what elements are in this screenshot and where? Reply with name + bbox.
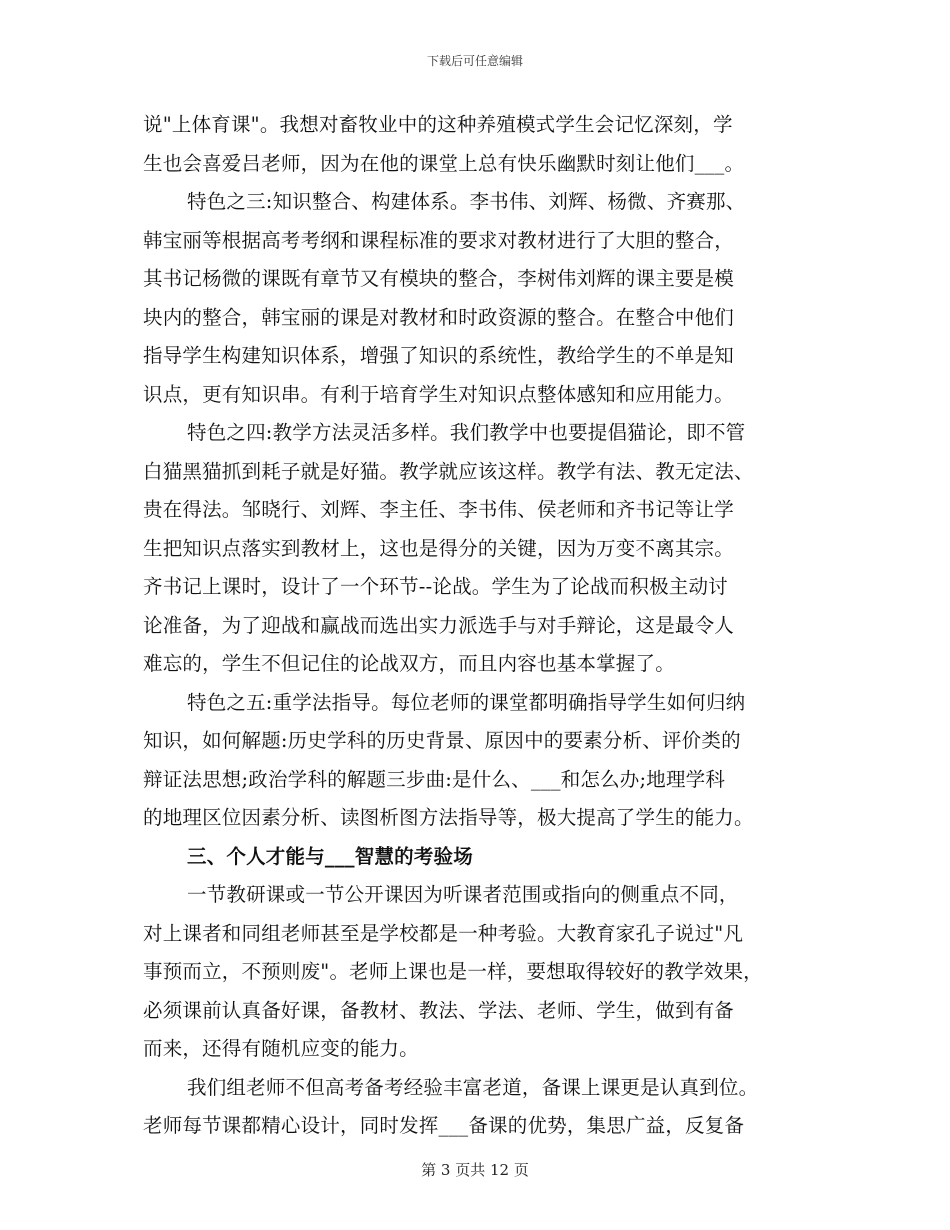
text-line: 的地理区位因素分析、读图析图方法指导等，极大提高了学生的能力。 — [143, 806, 754, 829]
text-line: 特色之三:知识整合、构建体系。李书伟、刘辉、杨微、齐赛那、 — [187, 190, 746, 213]
text-line: 对上课者和同组老师甚至是学校都是一种考验。大教育家孔子说过"凡 — [143, 921, 744, 945]
text-line: 难忘的，学生不但记住的论战双方，而且内容也基本掌握了。 — [143, 652, 675, 675]
text-line: 辩证法思想;政治学科的解题三步曲:是什么、___和怎么办;地理学科 — [143, 767, 726, 791]
text-line: 一节教研课或一节公开课因为听课者范围或指向的侧重点不同， — [187, 883, 739, 906]
document-body — [143, 106, 823, 1146]
text-line: 论准备，为了迎战和赢战而选出实力派选手与对手辩论，这是最令人 — [143, 613, 735, 637]
page-footer: 第 3 页共 12 页 — [421, 1161, 529, 1179]
text-line: 齐书记上课时，设计了一个环节--论战。学生为了论战而积极主动讨 — [143, 575, 728, 598]
text-line: 指导学生构建知识体系，增强了知识的系统性，教给学生的不单是知 — [143, 344, 735, 367]
text-line: 知识，如何解题:历史学科的历史背景、原因中的要素分析、评价类的 — [143, 729, 741, 752]
text-line: 韩宝丽等根据高考考纲和课程标准的要求对教材进行了大胆的整合， — [143, 228, 735, 252]
text-line: 识点，更有知识串。有利于培育学生对知识点整体感知和应用能力。 — [143, 382, 735, 406]
text-line: 说"上体育课"。我想对畜牧业中的这种养殖模式学生会记忆深刻，学 — [143, 113, 733, 136]
text-line: 其书记杨微的课既有章节又有模块的整合，李树伟刘辉的课主要是模 — [143, 267, 735, 290]
text-line: 块内的整合，韩宝丽的课是对教材和时政资源的整合。在整合中他们 — [143, 305, 735, 329]
text-line: 事预而立，不预则废"。老师上课也是一样，要想取得较好的教学效果， — [143, 960, 763, 983]
page-header: 下载后可任意编辑 — [426, 54, 523, 68]
text-line: 特色之四:教学方法灵活多样。我们教学中也要提倡猫论，即不管 — [187, 421, 746, 444]
text-line: 必须课前认真备好课，备教材、教法、学法、老师、学生，做到有备 — [143, 998, 735, 1022]
text-line: 我们组老师不但高考备考经验丰富老道，备课上课更是认真到位。 — [187, 1075, 759, 1099]
section-heading: 三、个人才能与___智慧的考验场 — [187, 844, 473, 868]
text-line: 生也会喜爱吕老师，因为在他的课堂上总有快乐幽默时刻让他们___。 — [143, 151, 745, 175]
text-line: 特色之五:重学法指导。每位老师的课堂都明确指导学生如何归纳 — [187, 690, 746, 714]
text-line: 而来，还得有随机应变的能力。 — [143, 1037, 419, 1060]
text-line: 生把知识点落实到教材上，这也是得分的关键，因为万变不离其宗。 — [143, 536, 735, 560]
text-line: 贵在得法。邹晓行、刘辉、李主任、李书伟、侯老师和齐书记等让学 — [143, 498, 735, 521]
text-line: 老师每节课都精心设计，同时发挥___备课的优势，集思广益，反复备 — [143, 1114, 745, 1137]
text-line: 白猫黑猫抓到耗子就是好猫。教学就应该这样。教学有法、教无定法、 — [143, 459, 754, 483]
